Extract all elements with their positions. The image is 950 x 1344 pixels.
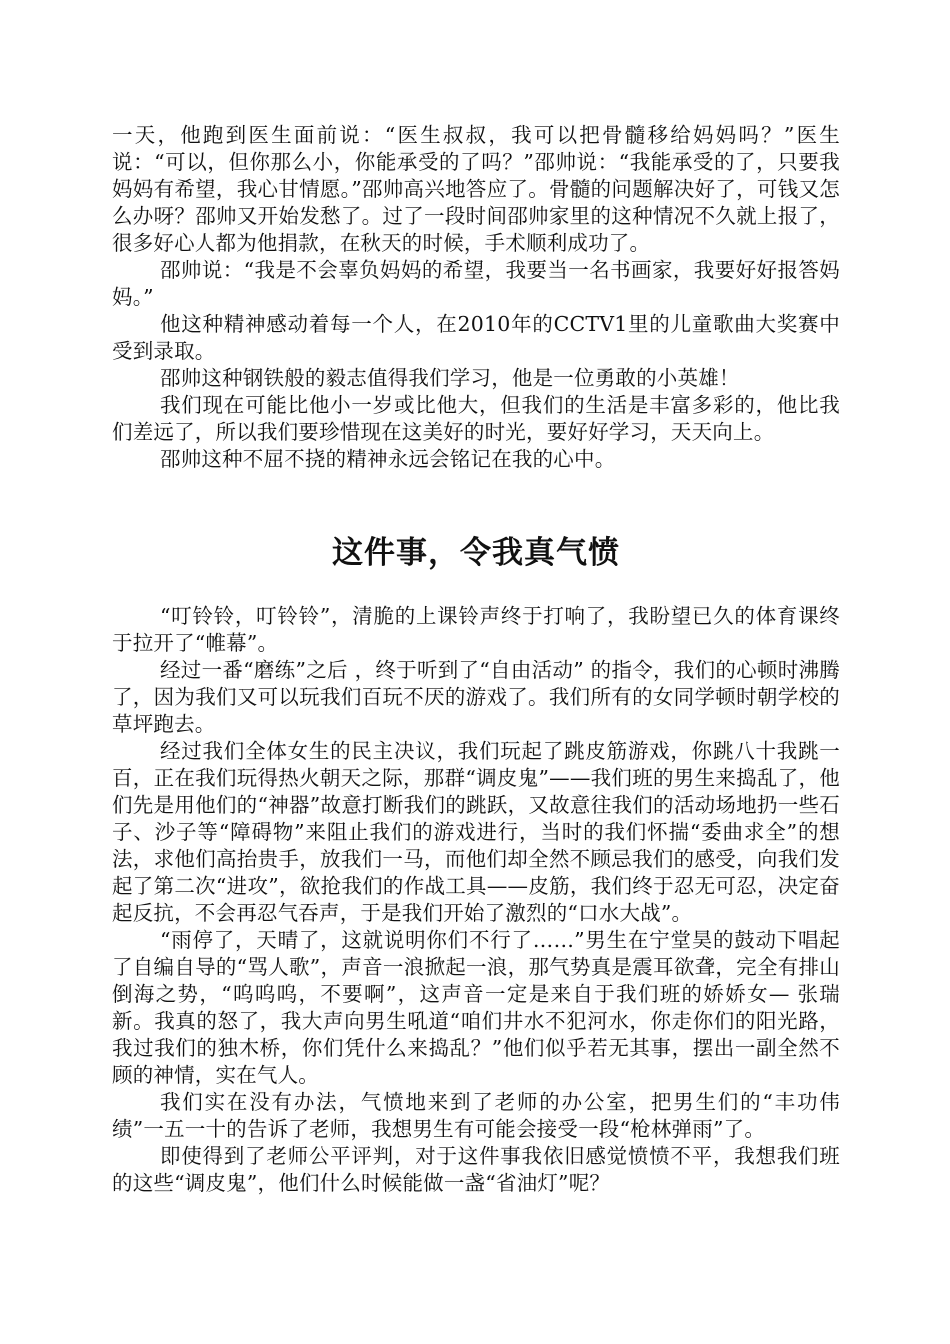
paragraph: 即使得到了老师公平评判，对于这件事我依旧感觉愤愤不平，我想我们班的这些“调皮鬼”，他们什么时候能做一盏“省油灯”呢？ (112, 1144, 840, 1195)
paragraph: 经过我们全体女生的民主决议，我们玩起了跳皮筋游戏，你跳八十我跳一百，正在我们玩得热火朝天之际，那群“调皮鬼”——我们班的男生来捣乱了，他们先是用他们的“神器”故意打断我们的跳跃，又故意往我们的活动场地扔一些石子、沙子等“障碍物”来阻止我们的游戏进行，当时的我们怀揣“委曲求全”的想法，求他们高抬贵手，放我们一马，而他们却全然不顾忌我们的感受，向我们发起了第二次“进攻”，欲抢我们的作战工具——皮筋，我们终于忍无可忍，决定奋起反抗，不会再忍气吞声，于是我们开始了激烈的“口水大战”。 (112, 739, 840, 925)
paragraph: 邵帅这种钢铁般的毅志值得我们学习，他是一位勇敢的小英雄！ (160, 366, 740, 390)
paragraph: “雨停了，天晴了，这就说明你们不行了……”男生在宁堂昊的鼓动下唱起了自编自导的“骂人歌”，声音一浪掀起一浪，那气势真是震耳欲聋，完全有排山倒海之势，“呜呜呜，不要啊”，这声音一定是来自于我们班的娇娇女— 张瑞新。我真的怒了，我大声向男生吼道“咱们井水不犯河水，你走你们的阳光路，我过我们的独木桥，你们凭什么来捣乱？”他们似乎若无其事，摆出一副全然不顾的神情，实在气人。 (112, 928, 840, 1087)
paragraph: 他这种精神感动着每一个人，在2010年的CCTV1里的儿童歌曲大奖赛中受到录取。 (112, 312, 840, 363)
essay-title: 这件事，令我真气愤 (332, 535, 620, 571)
paragraph: “叮铃铃，叮铃铃”，清脆的上课铃声终于打响了，我盼望已久的体育课终于拉开了“帷幕”。 (112, 604, 840, 655)
document-page (112, 122, 840, 1197)
paragraph: 邵帅这种不屈不挠的精神永远会铭记在我的心中。 (160, 447, 616, 471)
article-continuation (112, 122, 840, 473)
paragraph: 我们实在没有办法，气愤地来到了老师的办公室，把男生们的“丰功伟绩”一五一十的告诉了老师，我想男生有可能会接受一段“枪林弹雨”了。 (112, 1090, 840, 1141)
paragraph: 我们现在可能比他小一岁或比他大，但我们的生活是丰富多彩的，他比我们差远了，所以我们要珍惜现在这美好的时光，要好好学习，天天向上。 (112, 393, 840, 444)
paragraph: 邵帅说：“我是不会辜负妈妈的希望，我要当一名书画家，我要好好报答妈妈。” (112, 258, 840, 309)
essay-body (112, 603, 840, 1197)
paragraph: 经过一番“磨练”之后 ，终于听到了“自由活动” 的指令，我们的心顿时沸腾了，因为我们又可以玩我们百玩不厌的游戏了。我们所有的女同学顿时朝学校的草坪跑去。 (112, 658, 840, 736)
paragraph: 一天，他跑到医生面前说：“医生叔叔，我可以把骨髓移给妈妈吗？”医生说：“可以，但你那么小，你能承受的了吗？”邵帅说：“我能承受的了，只要我妈妈有希望，我心甘情愿。”邵帅高兴地答应了。骨髓的问题解决好了，可钱又怎么办呀？邵帅又开始发愁了。过了一段时间邵帅家里的这种情况不久就上报了，很多好心人都为他捐款，在秋天的时候，手术顺利成功了。 (112, 123, 840, 255)
